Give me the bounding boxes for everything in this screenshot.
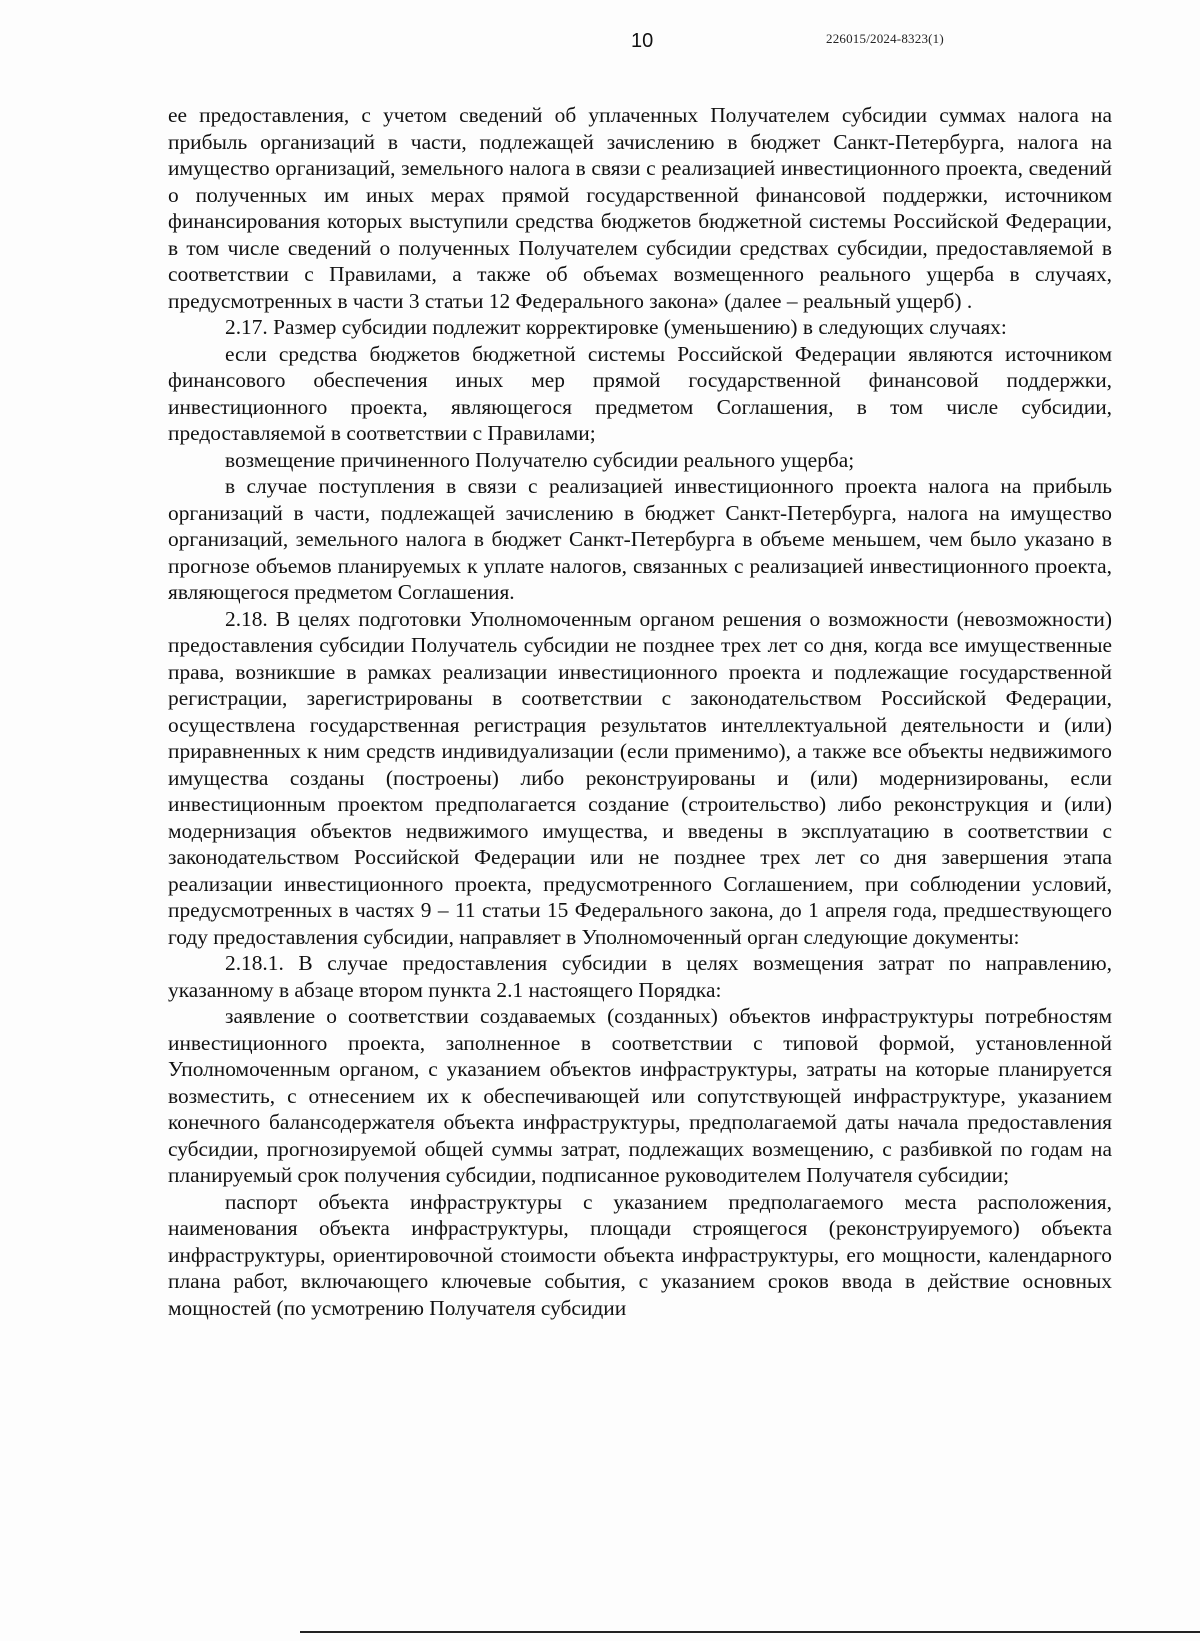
document-id: 226015/2024-8323(1) xyxy=(826,31,944,46)
document-body xyxy=(168,102,1112,1321)
paragraph-case-budget-funds: если средства бюджетов бюджетной системы Российской Федерации являются источником финансового обеспечения иных мер прямой государственной финансовой поддержки, инвестиционного проекта, являющегося предметом Соглашения, в том числе субсидии, предоставляемой в соответствии с Правилами; xyxy=(168,341,1112,445)
paragraph-application: заявление о соответствии создаваемых (созданных) объектов инфраструктуры потребностям инвестиционного проекта, заполненное в соответствии с типовой формой, установленной Уполномоченным органом, с указанием объектов инфраструктуры, затраты на которые планируется возместить, с отнесением их к обеспечивающей или сопутствующей инфраструктуре, указанием конечного балансодержателя объекта инфраструктуры, предполагаемой даты начала предоставления субсидии, прогнозируемой общей суммы затрат, подлежащих возмещению, с разбивкой по годам на планируемый срок получения субсидии, подписанное руководителем Получателя субсидии; xyxy=(168,1004,1112,1187)
paragraph-2-18: 2.18. В целях подготовки Уполномоченным органом решения о возможности (невозможности) предоставления субсидии Получатель субсидии не позднее трех лет со дня, когда все имущественные права, возникшие в рамках реализации инвестиционного проекта и подлежащие государственной регистрации, зарегистрированы в соответствии с законодательством Российской Федерации, осуществлена государственная регистрация результатов интеллектуальной деятельности и (или) приравненных к ним средств индивидуализации (если применимо), а также все объекты недвижимого имущества созданы (построены) либо реконструированы и (или) модернизированы, если инвестиционным проектом предполагается создание (строительство) либо реконструкция и (или) модернизация объектов недвижимого имущества, и введены в эксплуатацию в соответствии с законодательством Российской Федерации или не позднее трех лет со дня завершения этапа реализации инвестиционного проекта, предусмотренного Соглашением, при соблюдении условий, предусмотренных в частях 9 – 11 статьи 15 Федерального закона, до 1 апреля года, предшествующего году предоставления субсидии, направляет в Уполномоченный орган следующие документы: xyxy=(168,606,1112,949)
paragraph-case-damage: возмещение причиненного Получателю субсидии реального ущерба; xyxy=(225,447,855,472)
page-number: 10 xyxy=(631,30,654,52)
paragraph-case-taxes: в случае поступления в связи с реализацией инвестиционного проекта налога на прибыль организаций в части, подлежащей зачислению в бюджет Санкт-Петербурга, налога на имущество организаций, земельного налога в бюджет Санкт-Петербурга в объеме меньшем, чем было указано в прогнозе объемов планируемых к уплате налогов, связанных с реализацией инвестиционного проекта, являющегося предметом Соглашения. xyxy=(168,474,1112,604)
paragraph-2-17: 2.17. Размер субсидии подлежит корректировке (уменьшению) в следующих случаях: xyxy=(225,315,1007,339)
paragraph-2-18-1: 2.18.1. В случае предоставления субсидии в целях возмещения затрат по направлению, указанному в абзаце втором пункта 2.1 настоящего Порядка: xyxy=(168,951,1112,1002)
bottom-edge-line xyxy=(300,1631,1200,1633)
paragraph-passport: паспорт объекта инфраструктуры с указанием предполагаемого места расположения, наименования объекта инфраструктуры, площади строящегося (реконструируемого) объекта инфраструктуры, ориентировочной стоимости объекта инфраструктуры, его мощности, календарного плана работ, включающего ключевые события, с указанием сроков ввода в действие основных мощностей (по усмотрению Получателя субсидии xyxy=(168,1189,1112,1320)
paragraph-continuation: ее предоставления, с учетом сведений об уплаченных Получателем субсидии суммах налога на прибыль организаций в части, подлежащей зачислению в бюджет Санкт-Петербурга, налога на имущество организаций, земельного налога в связи с реализацией инвестиционного проекта, сведений о полученных им иных мерах прямой государственной финансовой поддержки, источником финансирования которых выступили средства бюджетов бюджетной системы Российской Федерации, в том числе сведений о полученных Получателем субсидии средствах субсидии, предоставляемой в соответствии с Правилами, а также об объемах возмещенного реального ущерба в случаях, предусмотренных в части 3 статьи 12 Федерального закона» (далее – реальный ущерб) . xyxy=(168,103,1112,313)
